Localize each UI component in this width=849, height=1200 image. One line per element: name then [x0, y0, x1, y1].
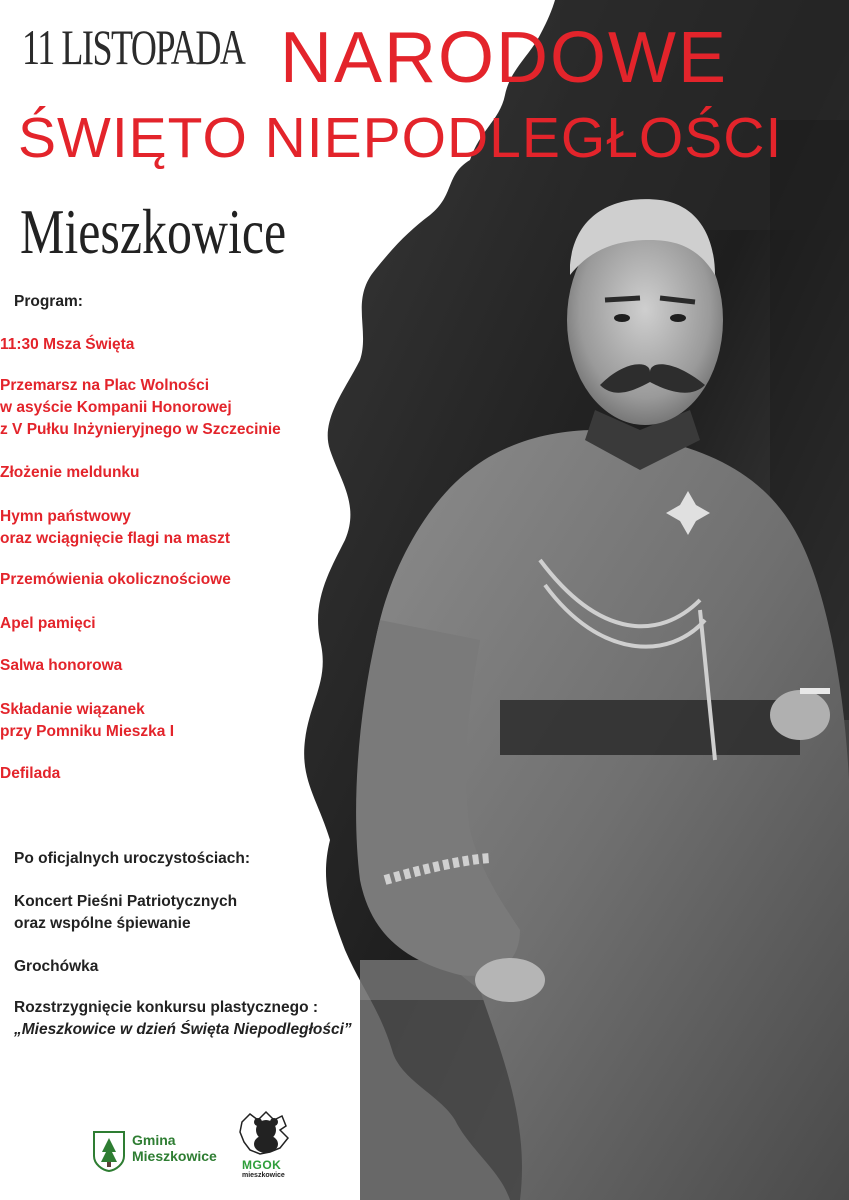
bear-mascot-icon [236, 1108, 296, 1160]
program-item [0, 569, 231, 591]
program-item [0, 334, 134, 356]
program-item-line: przy Pomniku Mieszka I [0, 723, 174, 740]
program-item-line: Złożenie meldunku [0, 464, 140, 481]
program-item-line: z V Pułku Inżynieryjnego w Szczecinie [0, 421, 281, 438]
gmina-crest-icon [92, 1130, 126, 1172]
program-item [0, 699, 174, 743]
mgok-logo [236, 1108, 296, 1188]
program-item-line: Defilada [0, 765, 61, 782]
after-item [14, 956, 98, 978]
program-item-line: Apel pamięci [0, 615, 96, 632]
gmina-logo-text [132, 1132, 217, 1164]
after-events-title: Po oficjalnych uroczystościach: [14, 850, 251, 867]
program-item-line: 11:30 Msza Święta [0, 336, 135, 353]
program-item [0, 375, 281, 441]
program-item-line: Przemówienia okolicznościowe [0, 571, 231, 588]
town-name: Mieszkowice [20, 196, 287, 267]
after-item [14, 997, 352, 1041]
after-item-line: Rozstrzygnięcie konkursu plastycznego : [14, 999, 319, 1016]
program-item [0, 506, 230, 550]
program-item-line: Składanie wiązanek [0, 701, 145, 718]
mgok-label: MGOK [242, 1158, 282, 1172]
program-title: Program: [14, 293, 83, 310]
gmina-logo [92, 1130, 232, 1174]
after-item [14, 891, 237, 935]
after-item-line: Grochówka [14, 958, 99, 975]
gmina-logo-line: Gmina [132, 1132, 176, 1148]
header-title-line2: ŚWIĘTO NIEPODLEGŁOŚCI [18, 106, 783, 170]
program-item-line: Salwa honorowa [0, 657, 123, 674]
program-item [0, 655, 122, 677]
program-item [0, 763, 60, 785]
header-title-line1: NARODOWE [280, 18, 728, 98]
after-item-line: „Mieszkowice w dzień Święta Niepodległości” [14, 1021, 352, 1038]
program-item [0, 613, 96, 635]
program-item-line: Przemarsz na Plac Wolności [0, 377, 210, 394]
program-item [0, 462, 140, 484]
program-item-line: Hymn państwowy [0, 508, 131, 525]
gmina-logo-line: Mieszkowice [132, 1148, 217, 1164]
mgok-sub-label: mieszkowice [242, 1172, 285, 1179]
program-item-line: oraz wciągnięcie flagi na maszt [0, 530, 230, 547]
after-item-line: Koncert Pieśni Patriotycznych [14, 893, 238, 910]
header-date: 11 LISTOPADA [22, 19, 245, 75]
after-item-line: oraz wspólne śpiewanie [14, 915, 191, 932]
program-item-line: w asyście Kompanii Honorowej [0, 399, 232, 416]
